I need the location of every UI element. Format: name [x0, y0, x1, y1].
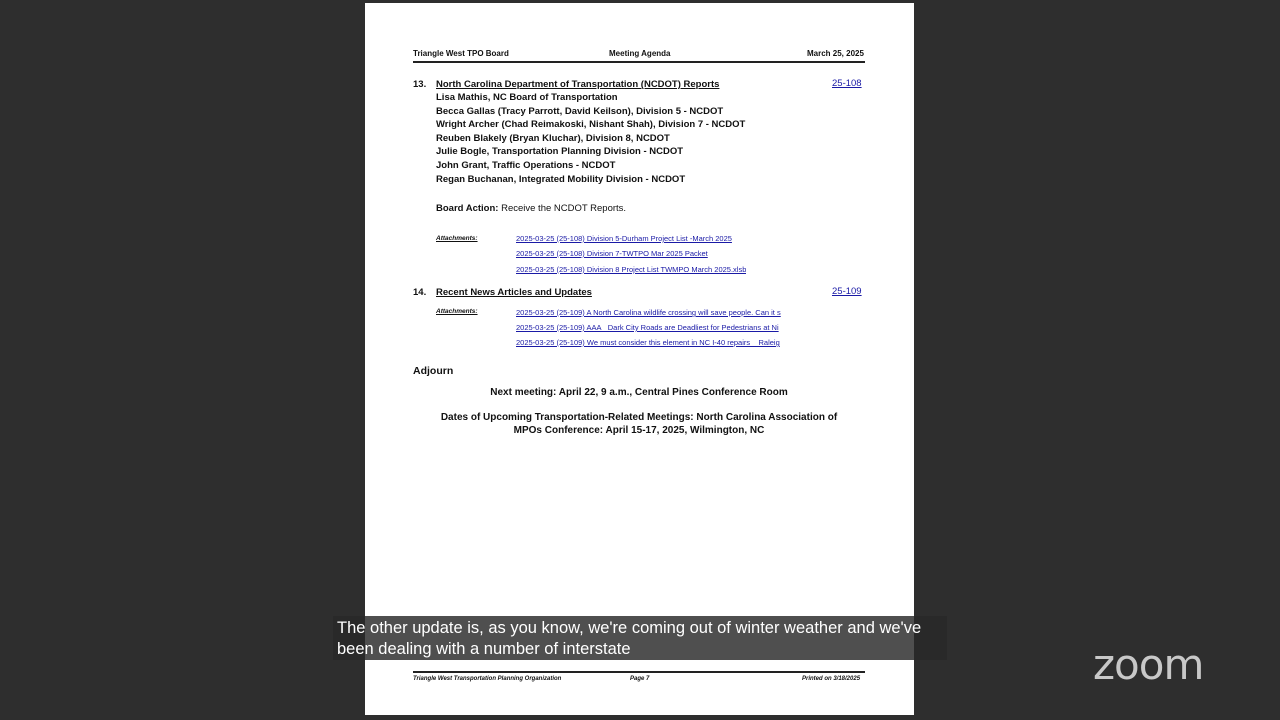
- caption-line2: been dealing with a number of interstate: [337, 640, 631, 658]
- header-org: Triangle West TPO Board: [413, 49, 509, 58]
- item14-title: Recent News Articles and Updates: [436, 287, 592, 298]
- footer-org: Triangle West Transportation Planning Organization: [413, 676, 562, 682]
- item14-attachments-label: Attachments:: [436, 308, 478, 315]
- item13-number: 13.: [413, 79, 427, 90]
- attachment-link[interactable]: 2025-03-25 (25-109) AAA_ Dark City Roads are Deadliest for Pedestrians at Ni: [516, 323, 779, 332]
- agenda-page: [365, 3, 914, 715]
- board-action: [436, 203, 626, 214]
- adjourn-heading: Adjourn: [413, 365, 454, 377]
- item14-number: 14.: [413, 287, 427, 298]
- item13-ref-link[interactable]: 25-108: [832, 78, 862, 89]
- attachment-link[interactable]: 2025-03-25 (25-109) A North Carolina wildlife crossing will save people. Can it s: [516, 308, 781, 317]
- attachment-link[interactable]: 2025-03-25 (25-108) Division 8 Project List TWMPO March 2025.xlsb: [516, 265, 747, 274]
- footer-printed: Printed on 3/18/2025: [802, 676, 861, 682]
- attachment-link[interactable]: 2025-03-25 (25-109) We must consider this element in NC I-40 repairs _ Raleig: [516, 338, 780, 347]
- zoom-logo: zoom: [1093, 640, 1204, 689]
- item13-attachments-label: Attachments:: [436, 235, 478, 242]
- footer-rule: [413, 671, 865, 673]
- presenter-line: Reuben Blakely (Bryan Kluchar), Division 8, NCDOT: [436, 133, 670, 144]
- board-action-label: Board Action:: [436, 203, 499, 214]
- header-doc-type: Meeting Agenda: [609, 49, 671, 58]
- upcoming-meetings-line1: Dates of Upcoming Transportation-Related Meetings: North Carolina Association of: [440, 412, 838, 423]
- presenter-line: Wright Archer (Chad Reimakoski, Nishant Shah), Division 7 - NCDOT: [436, 119, 746, 130]
- header-date: March 25, 2025: [807, 49, 864, 58]
- board-action-text: Receive the NCDOT Reports.: [501, 203, 627, 214]
- header-rule: [413, 61, 865, 63]
- upcoming-meetings-line2: MPOs Conference: April 15-17, 2025, Wilmington, NC: [513, 425, 765, 436]
- presenter-line: Julie Bogle, Transportation Planning Division - NCDOT: [436, 146, 684, 157]
- live-caption: [333, 616, 947, 660]
- presenter-line: Lisa Mathis, NC Board of Transportation: [436, 92, 618, 103]
- next-meeting: Next meeting: April 22, 9 a.m., Central Pines Conference Room: [490, 387, 788, 398]
- item13-title: North Carolina Department of Transportation (NCDOT) Reports: [436, 79, 720, 90]
- item14-ref-link[interactable]: 25-109: [832, 286, 862, 297]
- presenter-line: Regan Buchanan, Integrated Mobility Division - NCDOT: [436, 174, 686, 185]
- footer-page: Page 7: [630, 676, 650, 682]
- attachment-link[interactable]: 2025-03-25 (25-108) Division 7-TWTPO Mar 2025 Packet: [516, 249, 708, 258]
- attachment-link[interactable]: 2025-03-25 (25-108) Division 5-Durham Project List -March 2025: [516, 234, 732, 243]
- presenter-line: Becca Gallas (Tracy Parrott, David Keilson), Division 5 - NCDOT: [436, 106, 724, 117]
- caption-line1: The other update is, as you know, we're coming out of winter weather and we've: [337, 619, 922, 637]
- presenter-line: John Grant, Traffic Operations - NCDOT: [436, 160, 616, 171]
